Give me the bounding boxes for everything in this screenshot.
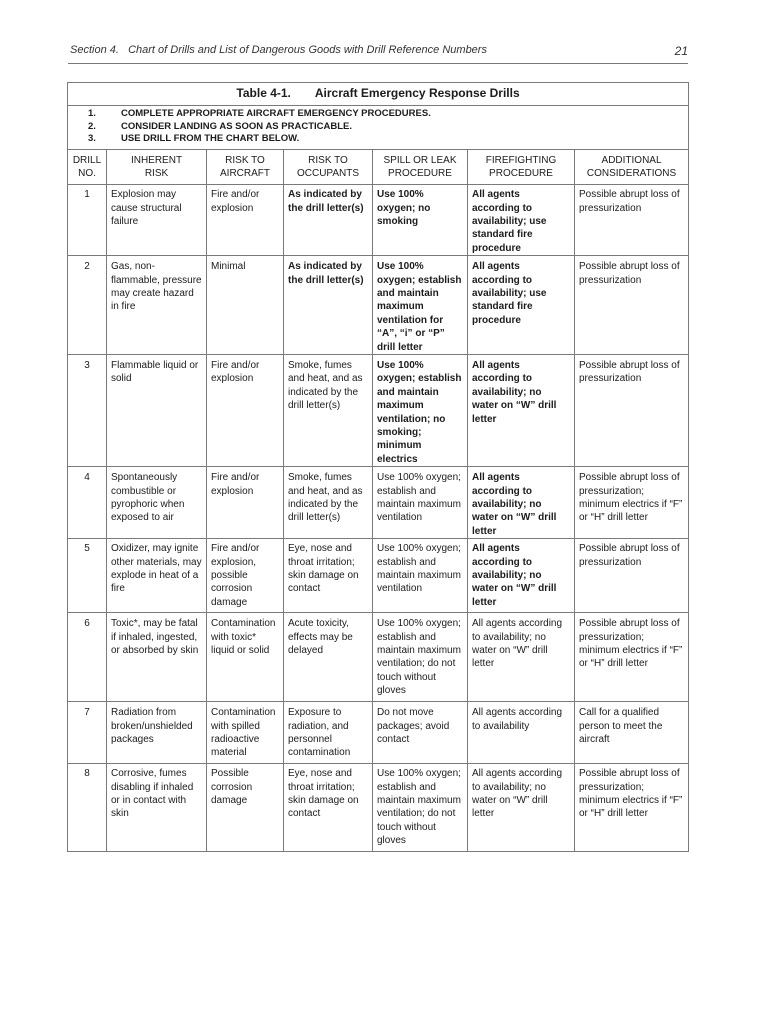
- occupant-risk-cell: Acute toxicity, effects may be delayed: [284, 613, 373, 702]
- chapter-title: Chart of Drills and List of Dangerous Goods with Drill Reference Numbers: [128, 44, 487, 56]
- aircraft-risk-cell: Fire and/or explosion: [207, 354, 284, 466]
- spill-procedure-cell: Use 100% oxygen; establish and maintain maximum ventilation; do not touch without gloves: [373, 613, 468, 702]
- aircraft-risk-cell: Fire and/or explosion, possible corrosion damage: [207, 539, 284, 613]
- occupant-risk-cell: Exposure to radiation, and personnel contamination: [284, 702, 373, 764]
- spill-procedure-cell: Use 100% oxygen; establish and maintain maximum ventilation: [373, 467, 468, 539]
- spill-procedure-cell: Use 100% oxygen; no smoking: [373, 185, 468, 256]
- occupant-risk-cell: Smoke, fumes and heat, and as indicated by the drill letter(s): [284, 354, 373, 466]
- instruction-item: 1. COMPLETE APPROPRIATE AIRCRAFT EMERGENCY PROCEDURES.: [88, 108, 431, 119]
- column-header-firefighting-procedure: FIREFIGHTING PROCEDURE: [468, 150, 575, 185]
- drill-number: 7: [68, 702, 107, 764]
- additional-considerations-cell: Possible abrupt loss of pressurization; minimum electrics if “F” or “H” drill letter: [575, 467, 689, 539]
- drill-number: 4: [68, 467, 107, 539]
- table-row: [68, 764, 689, 852]
- column-header-risk-to-occupants: RISK TO OCCUPANTS: [284, 150, 373, 185]
- occupant-risk-cell: Smoke, fumes and heat, and as indicated by the drill letter(s): [284, 467, 373, 539]
- additional-considerations-cell: Possible abrupt loss of pressurization: [575, 354, 689, 466]
- firefighting-cell: All agents according to availability; use standard fire procedure: [468, 256, 575, 355]
- firefighting-cell: All agents according to availability; no water on “W” drill letter: [468, 613, 575, 702]
- column-header-risk-to-aircraft: RISK TO AIRCRAFT: [207, 150, 284, 185]
- inherent-risk-cell: Flammable liquid or solid: [107, 354, 207, 466]
- table-row: [68, 354, 689, 466]
- inherent-risk-cell: Explosion may cause structural failure: [107, 185, 207, 256]
- table-title-text: Aircraft Emergency Response Drills: [314, 86, 520, 101]
- table-row: [68, 539, 689, 613]
- table-row: [68, 256, 689, 355]
- page-number: 21: [674, 44, 688, 58]
- inherent-risk-cell: Spontaneously combustible or pyrophoric when exposed to air: [107, 467, 207, 539]
- inherent-risk-cell: Toxic*, may be fatal if inhaled, ingested, or absorbed by skin: [107, 613, 207, 702]
- drill-number: 6: [68, 613, 107, 702]
- additional-considerations-cell: Possible abrupt loss of pressurization; minimum electrics if “F” or “H” drill letter: [575, 764, 689, 852]
- firefighting-cell: All agents according to availability; no water on “W” drill letter: [468, 539, 575, 613]
- spill-procedure-cell: Use 100% oxygen; establish and maintain maximum ventilation for “A”, “i” or “P” drill letter: [373, 256, 468, 355]
- firefighting-cell: All agents according to availability; no water on “W” drill letter: [468, 354, 575, 466]
- additional-considerations-cell: Possible abrupt loss of pressurization: [575, 539, 689, 613]
- drill-number: 5: [68, 539, 107, 613]
- aircraft-risk-cell: Fire and/or explosion: [207, 467, 284, 539]
- drill-number: 1: [68, 185, 107, 256]
- table-title: [68, 83, 689, 106]
- instruction-item: 3. USE DRILL FROM THE CHART BELOW.: [88, 133, 300, 145]
- inherent-risk-cell: Gas, non-flammable, pressure may create hazard in fire: [107, 256, 207, 355]
- table-row: [68, 467, 689, 539]
- column-header-row: [68, 150, 689, 185]
- table-row: [68, 613, 689, 702]
- additional-considerations-cell: Possible abrupt loss of pressurization: [575, 185, 689, 256]
- inherent-risk-cell: Oxidizer, may ignite other materials, may explode in heat of a fire: [107, 539, 207, 613]
- spill-procedure-cell: Use 100% oxygen; establish and maintain maximum ventilation; no smoking; minimum electrics: [373, 354, 468, 466]
- drills-table: [67, 82, 689, 852]
- column-header-inherent-risk: INHERENT RISK: [107, 150, 207, 185]
- spill-procedure-cell: Use 100% oxygen; establish and maintain maximum ventilation: [373, 539, 468, 613]
- aircraft-risk-cell: Contamination with spilled radioactive material: [207, 702, 284, 764]
- occupant-risk-cell: As indicated by the drill letter(s): [284, 185, 373, 256]
- table-number: Table 4-1.: [236, 86, 291, 101]
- inherent-risk-cell: Corrosive, fumes disabling if inhaled or in contact with skin: [107, 764, 207, 852]
- occupant-risk-cell: As indicated by the drill letter(s): [284, 256, 373, 355]
- aircraft-risk-cell: Minimal: [207, 256, 284, 355]
- firefighting-cell: All agents according to availability; no water on “W” drill letter: [468, 467, 575, 539]
- drill-number: 3: [68, 354, 107, 466]
- additional-considerations-cell: Call for a qualified person to meet the aircraft: [575, 702, 689, 764]
- column-header-additional-considerations: ADDITIONAL CONSIDERATIONS: [575, 150, 689, 185]
- firefighting-cell: All agents according to availability; use standard fire procedure: [468, 185, 575, 256]
- table-row: [68, 185, 689, 256]
- page-header: [70, 44, 688, 58]
- aircraft-risk-cell: Fire and/or explosion: [207, 185, 284, 256]
- firefighting-cell: All agents according to availability; no water on “W” drill letter: [468, 764, 575, 852]
- spill-procedure-cell: Do not move packages; avoid contact: [373, 702, 468, 764]
- additional-considerations-cell: Possible abrupt loss of pressurization; minimum electrics if “F” or “H” drill letter: [575, 613, 689, 702]
- occupant-risk-cell: Eye, nose and throat irritation; skin damage on contact: [284, 764, 373, 852]
- header-divider: [68, 63, 688, 64]
- section-heading: [70, 44, 487, 58]
- instructions: [68, 106, 689, 150]
- drill-number: 2: [68, 256, 107, 355]
- column-header-spill-procedure: SPILL OR LEAK PROCEDURE: [373, 150, 468, 185]
- aircraft-risk-cell: Contamination with toxic* liquid or solid: [207, 613, 284, 702]
- section-label: Section 4.: [70, 44, 119, 56]
- instruction-item: 2. CONSIDER LANDING AS SOON AS PRACTICABLE.: [88, 120, 353, 132]
- occupant-risk-cell: Eye, nose and throat irritation; skin damage on contact: [284, 539, 373, 613]
- inherent-risk-cell: Radiation from broken/unshielded packages: [107, 702, 207, 764]
- spill-procedure-cell: Use 100% oxygen; establish and maintain maximum ventilation; do not touch without gloves: [373, 764, 468, 852]
- column-header-drill-no: DRILL NO.: [68, 150, 107, 185]
- firefighting-cell: All agents according to availability: [468, 702, 575, 764]
- drill-number: 8: [68, 764, 107, 852]
- table-row: [68, 702, 689, 764]
- aircraft-risk-cell: Possible corrosion damage: [207, 764, 284, 852]
- additional-considerations-cell: Possible abrupt loss of pressurization: [575, 256, 689, 355]
